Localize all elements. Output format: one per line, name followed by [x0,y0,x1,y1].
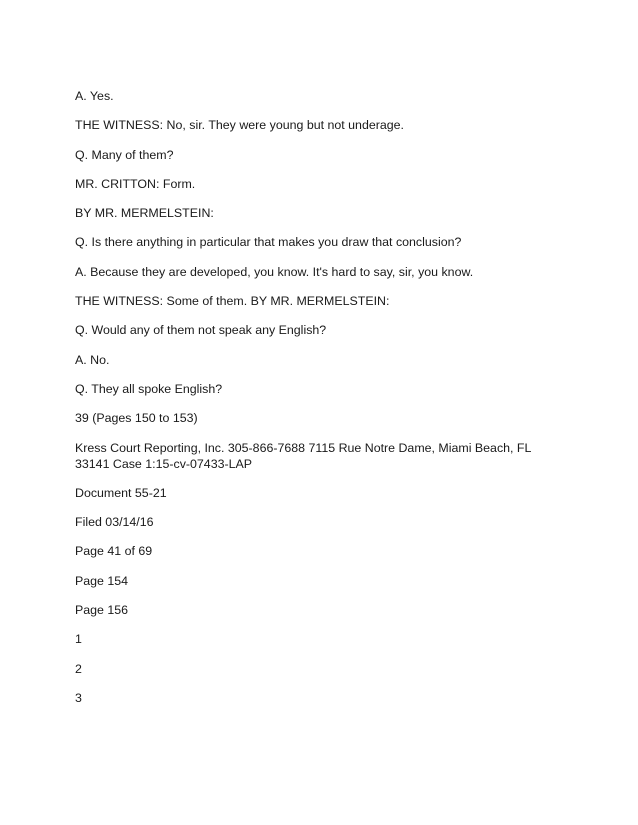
transcript-line: A. No. [75,352,110,367]
page-label: Page 154 [75,573,129,588]
transcript-line: BY MR. MERMELSTEIN: [75,206,214,221]
transcript-line: A. Because they are developed, you know. It's hard to say, sir, you know. [75,264,474,279]
document-number: Document 55-21 [75,485,167,500]
transcript-line: Q. Many of them? [75,147,174,162]
transcript-body [75,88,565,719]
page-range-label: 39 (Pages 150 to 153) [75,411,198,426]
line-number: 2 [75,661,82,676]
transcript-line: Q. Would any of them not speak any English? [75,323,327,338]
transcript-line: THE WITNESS: Some of them. BY MR. MERMELSTEIN: [75,294,390,309]
filed-date: Filed 03/14/16 [75,515,154,530]
page-label: Page 156 [75,603,129,618]
transcript-line: Q. Is there anything in particular that makes you draw that conclusion? [75,235,462,250]
transcript-line: Q. They all spoke English? [75,381,223,396]
line-number: 3 [75,690,82,705]
court-reporter-footer: Kress Court Reporting, Inc. 305-866-7688 7115 Rue Notre Dame, Miami Beach, FL 33141 Case 1:15-cv-07433-LAP [75,440,531,471]
page-of-total: Page 41 of 69 [75,544,153,559]
transcript-line: A. Yes. [75,89,114,103]
transcript-line: MR. CRITTON: Form. [75,176,196,191]
line-number: 1 [75,632,82,647]
transcript-line: THE WITNESS: No, sir. They were young but not underage. [75,118,404,133]
